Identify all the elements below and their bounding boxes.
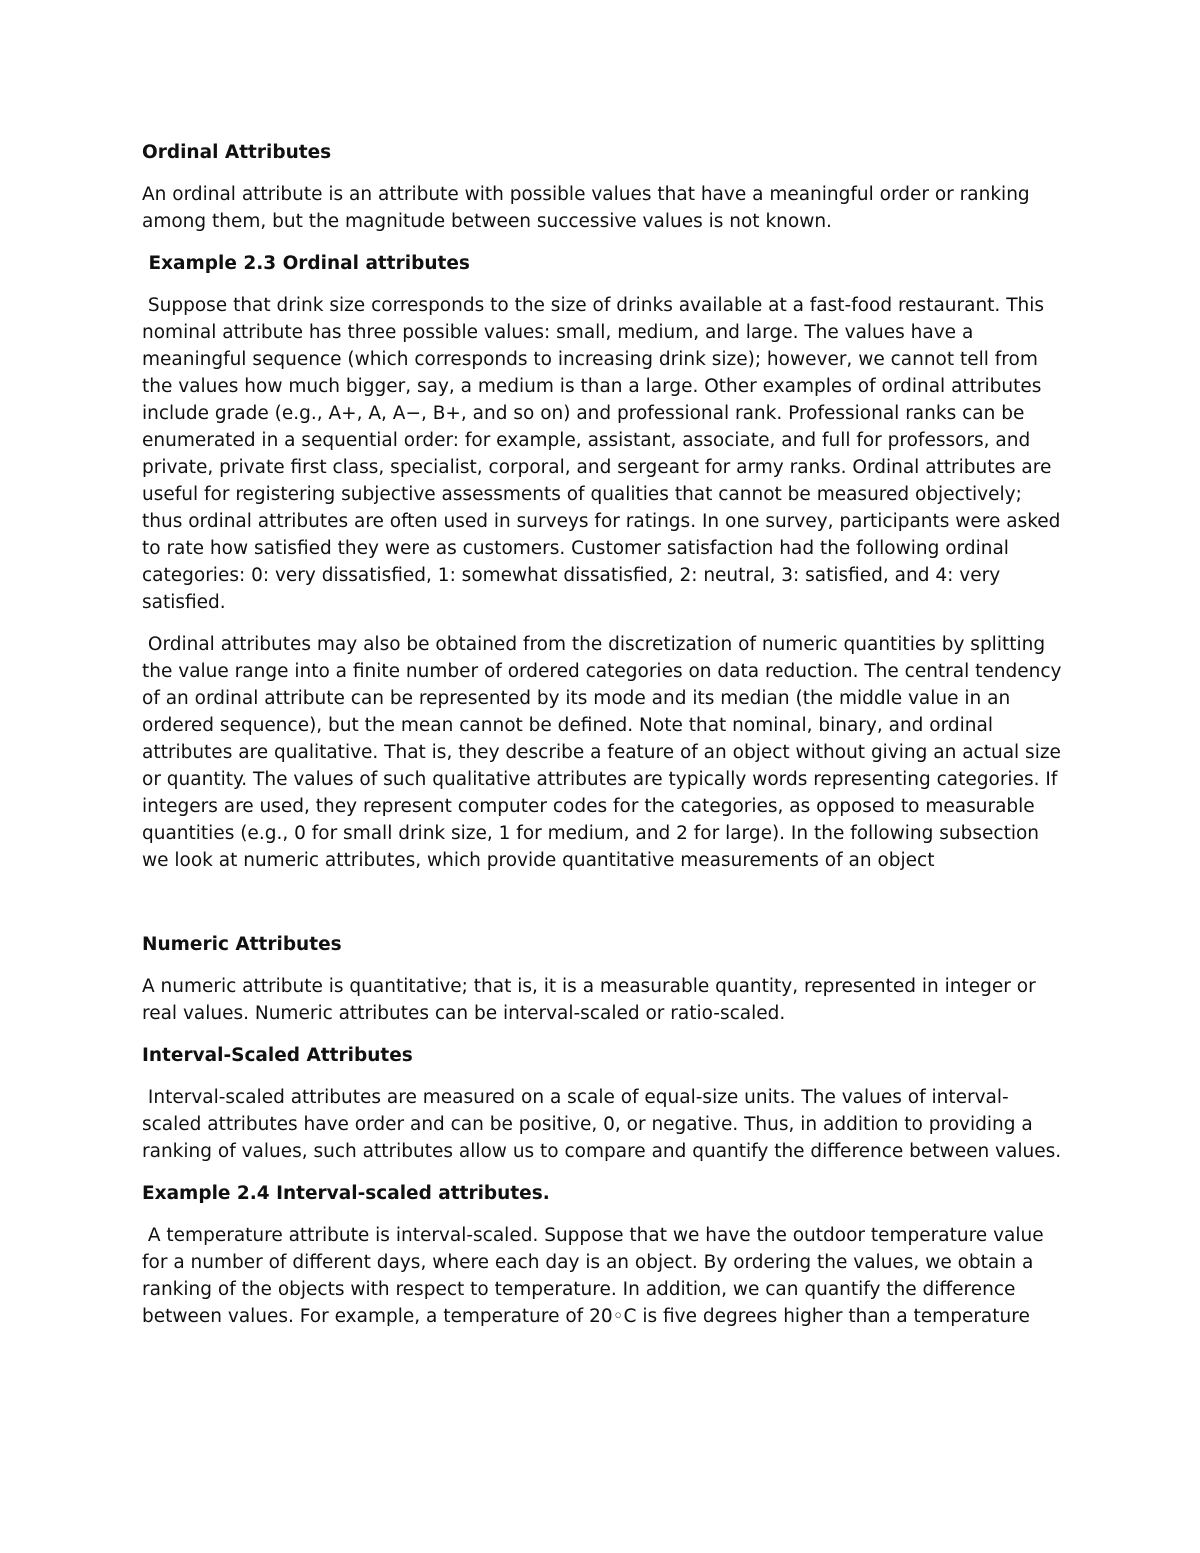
- ordinal-attributes-definition: An ordinal attribute is an attribute with possible values that have a meaningful order or ranking among them, but the magnitude between successive values is not known.: [142, 184, 1030, 232]
- document-page: [142, 139, 1067, 1345]
- interval-scaled-heading: Interval-Scaled Attributes: [142, 1045, 413, 1066]
- interval-scaled-body: Interval-scaled attributes are measured on a scale of equal-size units. The values of interval-scaled attributes have order and can be positive, 0, or negative. Thus, in addition to providing a ranking of values, such attributes allow us to compare and quantify the difference between values.: [142, 1087, 1062, 1162]
- example-2-3-body: Suppose that drink size corresponds to the size of drinks available at a fast-food restaurant. This nominal attribute has three possible values: small, medium, and large. The values have a meaningful sequence (which corresponds to increasing drink size); however, we cannot tell from the values how much bigger, say, a medium is than a large. Other examples of ordinal attributes include grade (e.g., A+, A, A−, B+, and so on) and professional rank. Professional ranks can be enumerated in a sequential order: for example, assistant, associate, and full for professors, and private, private first class, specialist, corporal, and sergeant for army ranks. Ordinal attributes are useful for registering subjective assessments of qualities that cannot be measured objectively; thus ordinal attributes are often used in surveys for ratings. In one survey, participants were asked to rate how satisfied they were as customers. Customer satisfaction had the following ordinal categories: 0: very dissatisfied, 1: somewhat dissatisfied, 2: neutral, 3: satisfied, and 4: very satisfied.: [142, 295, 1067, 613]
- numeric-attributes-heading: Numeric Attributes: [142, 934, 342, 955]
- example-2-4-body: A temperature attribute is interval-scaled. Suppose that we have the outdoor temperature value for a number of different days, where each day is an object. By ordering the values, we obtain a ranking of the objects with respect to temperature. In addition, we can quantify the difference between values. For example, a temperature of 20◦C is five degrees higher than a temperature: [142, 1225, 1050, 1327]
- example-2-3-heading: Example 2.3 Ordinal attributes: [142, 253, 470, 274]
- ordinal-attributes-heading: Ordinal Attributes: [142, 142, 332, 163]
- ordinal-attributes-discussion: Ordinal attributes may also be obtained from the discretization of numeric quantities by splitting the value range into a finite number of ordered categories on data reduction. The central tendency of an ordinal attribute can be represented by its mode and its median (the middle value in an ordered sequence), but the mean cannot be defined. Note that nominal, binary, and ordinal attributes are qualitative. That is, they describe a feature of an object without giving an actual size or quantity. The values of such qualitative attributes are typically words representing categories. If integers are used, they represent computer codes for the categories, as opposed to measurable quantities (e.g., 0 for small drink size, 1 for medium, and 2 for large). In the following subsection we look at numeric attributes, which provide quantitative measurements of an object: [142, 634, 1068, 871]
- example-2-4-heading: Example 2.4 Interval-scaled attributes.: [142, 1183, 550, 1204]
- section-spacer: [142, 889, 1067, 931]
- numeric-attributes-definition: A numeric attribute is quantitative; that is, it is a measurable quantity, represented in integer or real values. Numeric attributes can be interval-scaled or ratio-scaled.: [142, 976, 1036, 1024]
